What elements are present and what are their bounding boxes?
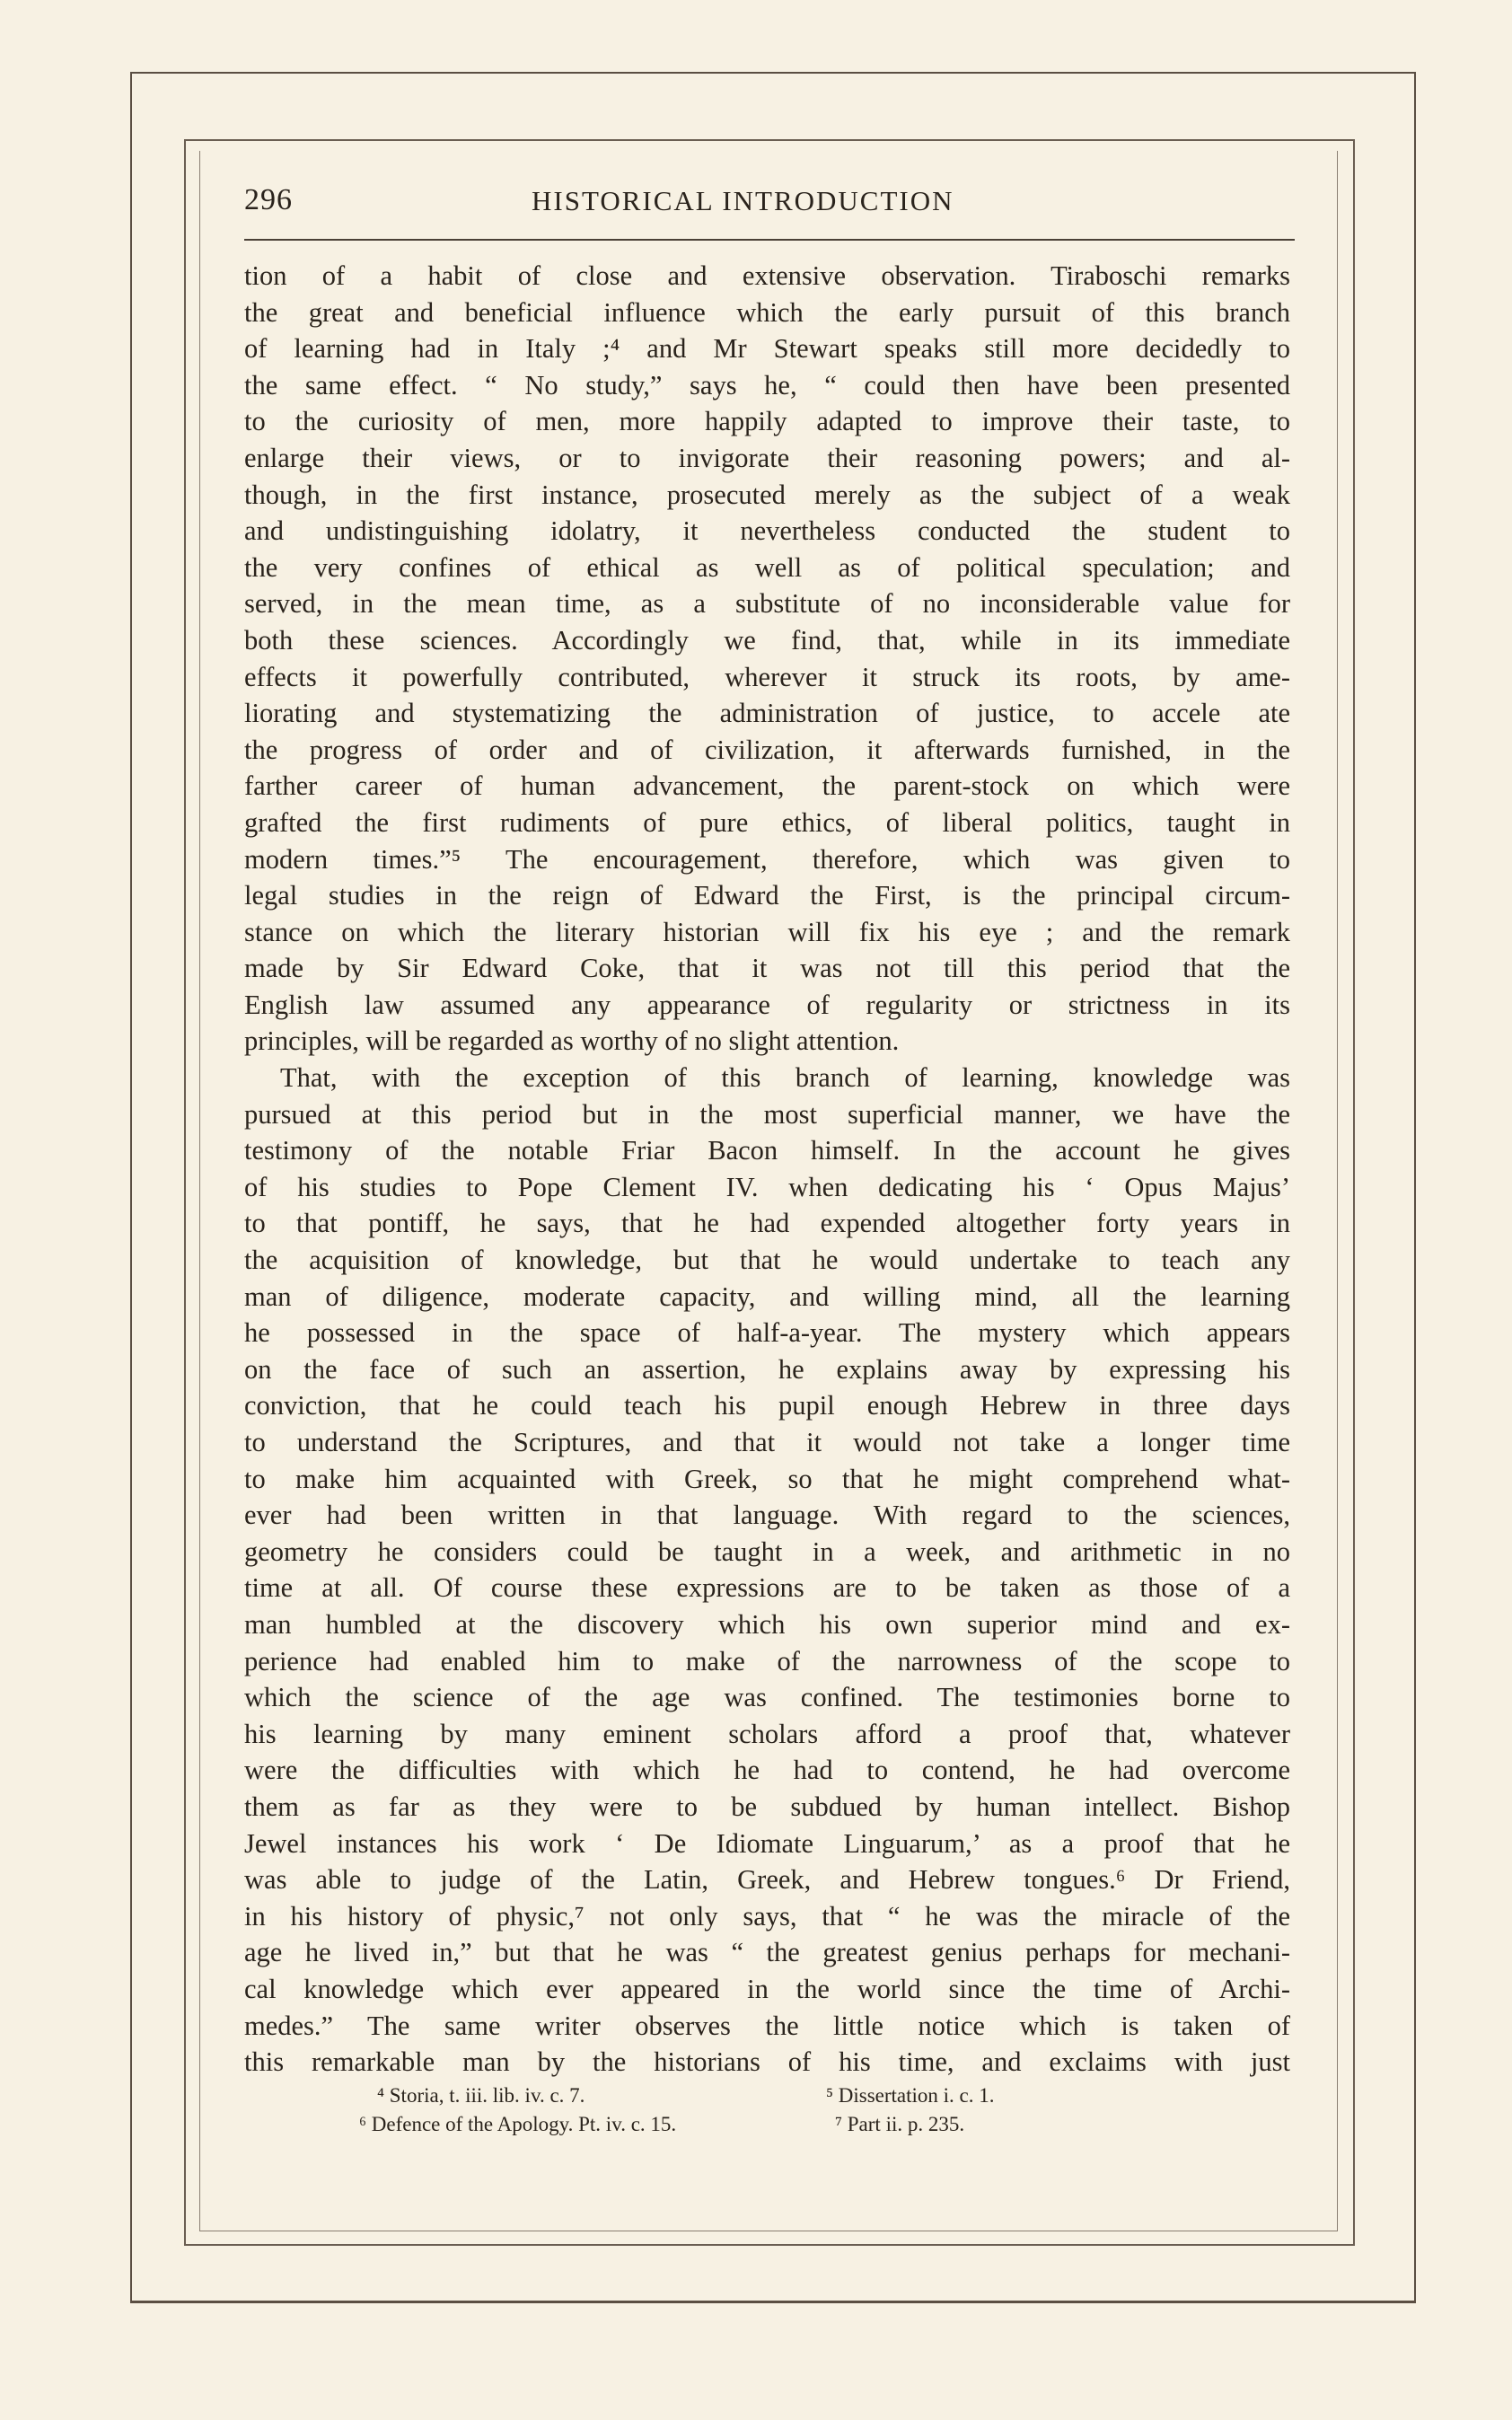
body-text — [244, 258, 1290, 2081]
text-line: of his studies to Pope Clement IV. when dedicating his ‘ Opus Majus’ — [244, 1171, 1290, 1202]
text-line: stance on which the literary historian will fix his eye ; and the remark — [244, 916, 1290, 947]
text-line: the acquisition of knowledge, but that he would undertake to teach any — [244, 1245, 1290, 1276]
footnote-5: ⁵ Dissertation i. c. 1. — [826, 2084, 995, 2107]
footnote-7: ⁷ Part ii. p. 235. — [835, 2113, 965, 2135]
page-number: 296 — [244, 183, 293, 216]
text-line: age he lived in,” but that he was “ the greatest genius perhaps for mechani- — [244, 1937, 1290, 1968]
text-line: to that pontiff, he says, that he had expended altogether forty years in — [244, 1208, 1290, 1239]
text-line: principles, will be regarded as worthy of no slight attention. — [244, 1025, 900, 1057]
running-head: HISTORICAL INTRODUCTION — [532, 185, 954, 216]
text-line: modern times.”⁵ The encouragement, therefore, which was given to — [244, 843, 1290, 875]
text-line: on the face of such an assertion, he explains away by expressing his — [244, 1353, 1290, 1385]
text-line: liorating and stystematizing the administration of justice, to accele ate — [244, 698, 1290, 729]
text-line: pursued at this period but in the most superficial manner, we have the — [244, 1098, 1290, 1130]
text-line: tion of a habit of close and extensive observation. Tiraboschi remarks — [244, 260, 1290, 291]
text-line: to understand the Scriptures, and that it would not take a longer time — [244, 1427, 1290, 1457]
text-line: English law assumed any appearance of regularity or strictness in its — [244, 989, 1290, 1020]
page-header — [244, 183, 1290, 235]
text-line: the very confines of ethical as well as of political speculation; and — [244, 551, 1290, 583]
text-line: perience had enabled him to make of the narrowness of the scope to — [244, 1645, 1290, 1676]
text-line: man of diligence, moderate capacity, and willing mind, all the learning — [244, 1280, 1290, 1312]
footnote-4: ⁴ Storia, t. iii. lib. iv. c. 7. — [377, 2084, 585, 2107]
footnote-row — [377, 2081, 1275, 2110]
text-line: and undistinguishing idolatry, it nevertheless conducted the student to — [244, 515, 1290, 547]
text-line: farther career of human advancement, the parent-stock on which were — [244, 770, 1290, 802]
text-line: testimony of the notable Friar Bacon himself. In the account he gives — [244, 1135, 1290, 1166]
text-line: ever had been written in that language. With regard to the sciences, — [244, 1500, 1290, 1531]
text-line: to the curiosity of men, more happily adapted to improve their taste, to — [244, 406, 1290, 437]
footnote-row — [359, 2110, 1275, 2139]
text-line: in his history of physic,⁷ not only says, that “ he was the miracle of the — [244, 1900, 1290, 1932]
text-line: enlarge their views, or to invigorate their reasoning powers; and al- — [244, 442, 1290, 473]
text-line: time at all. Of course these expressions are to be taken as those of a — [244, 1572, 1290, 1604]
text-line: Jewel instances his work ‘ De Idiomate Linguarum,’ as a proof that he — [244, 1827, 1290, 1859]
text-line: served, in the mean time, as a substitute of no inconsiderable value for — [244, 588, 1290, 620]
text-line: legal studies in the reign of Edward the First, is the principal circum- — [244, 880, 1290, 911]
text-line: this remarkable man by the historians of his time, and exclaims with just — [244, 2046, 1290, 2078]
text-line: the progress of order and of civilization, it afterwards furnished, in the — [244, 734, 1290, 765]
text-line: which the science of the age was confined. The testimonies borne to — [244, 1682, 1290, 1713]
text-line: both these sciences. Accordingly we find, that, while in its immediate — [244, 624, 1290, 656]
text-line: effects it powerfully contributed, wherever it struck its roots, by ame- — [244, 661, 1290, 692]
header-rule — [244, 239, 1295, 241]
text-line: man humbled at the discovery which his own superior mind and ex- — [244, 1608, 1290, 1640]
footnote-6: ⁶ Defence of the Apology. Pt. iv. c. 15. — [359, 2113, 677, 2135]
text-line: of learning had in Italy ;⁴ and Mr Stewart speaks still more decidedly to — [244, 333, 1290, 365]
text-line: were the difficulties with which he had to contend, he had overcome — [244, 1755, 1290, 1786]
text-line: the great and beneficial influence which the early pursuit of this branch — [244, 296, 1290, 328]
text-line: medes.” The same writer observes the little notice which is taken of — [244, 2010, 1290, 2041]
text-line: he possessed in the space of half-a-year. The mystery which appears — [244, 1317, 1290, 1349]
text-line: conviction, that he could teach his pupil enough Hebrew in three days — [244, 1390, 1290, 1421]
text-line: to make him acquainted with Greek, so that he might comprehend what- — [244, 1463, 1290, 1494]
text-line: geometry he considers could be taught in a week, and arithmetic in no — [244, 1536, 1290, 1567]
text-line: though, in the first instance, prosecuted merely as the subject of a weak — [244, 479, 1290, 510]
text-line: grafted the first rudiments of pure ethics, of liberal politics, taught in — [244, 806, 1290, 838]
text-line: the same effect. “ No study,” says he, “ could then have been presented — [244, 369, 1290, 400]
text-line: his learning by many eminent scholars afford a proof that, whatever — [244, 1718, 1290, 1749]
text-line: them as far as they were to be subdued by human intellect. Bishop — [244, 1791, 1290, 1822]
footnotes — [359, 2081, 1275, 2139]
text-line: made by Sir Edward Coke, that it was not till this period that the — [244, 953, 1290, 984]
text-line: cal knowledge which ever appeared in the world since the time of Archi- — [244, 1973, 1290, 2004]
text-line: That, with the exception of this branch of learning, knowledge was — [280, 1062, 1290, 1094]
text-line: was able to judge of the Latin, Greek, and Hebrew tongues.⁶ Dr Friend, — [244, 1864, 1290, 1896]
